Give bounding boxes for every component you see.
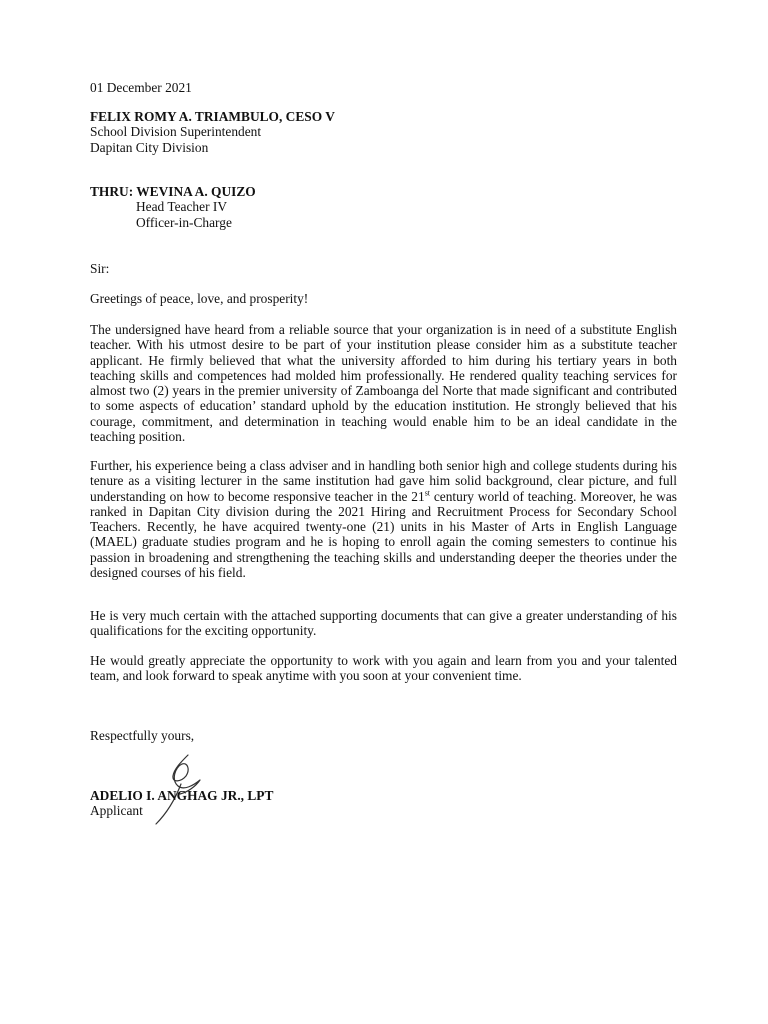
letter-date: 01 December 2021 (90, 80, 192, 95)
recipient-block (90, 109, 677, 155)
recipient-title: School Division Superintendent (90, 124, 262, 140)
thru-title: Head Teacher IV (136, 199, 228, 215)
signatory-block (90, 788, 677, 819)
thru-block (90, 184, 677, 230)
signatory-role: Applicant (90, 803, 143, 819)
paragraph-2 (90, 458, 677, 580)
paragraph-3: He is very much certain with the attached supporting documents that can give a greater understanding of his qualifications for the exciting opportunity. (90, 608, 677, 639)
thru-role: Officer-in-Charge (136, 214, 232, 230)
salutation: Sir: (90, 261, 110, 276)
paragraph-2-part-b: century world of teaching. Moreover, he was ranked in Dapitan City division during the 2021 Hiring and Recruitment Process for Secondary School Teachers. Recently, he have acquired twenty-one (21) units in his Master of Arts in English Language (MAEL) graduate studies program and he is hoping to enroll again the coming semesters to continue his passion in broadening and strengthening the teaching skills and understanding deeper the theories under the designed courses of his field. (90, 488, 677, 581)
paragraph-2-part-a: Further, his experience being a class adviser and in handling both senior high and college students during his tenure as a visiting lecturer in the same institution had gave him solid background, clear picture, and full understanding on how to become responsive teacher in the 21 (90, 458, 677, 504)
closing: Respectfully yours, (90, 728, 195, 743)
ordinal-suffix: st (424, 488, 431, 498)
recipient-name: FELIX ROMY A. TRIAMBULO, CESO V (90, 109, 335, 124)
paragraph-1: The undersigned have heard from a reliable source that your organization is in need of a substitute English teacher. With his utmost desire to be part of your institution please consider him as a substitute teacher applicant. He firmly believed that what the university afforded to him during his tertiary years in both teaching skills and competences had molded him professionally. He rendered quality teaching services for almost two (2) years in the premier university of Zamboanga del Norte that made significant and contributed to some aspects of education’ standard uphold by the education institution. He strongly believed that his courage, commitment, and determination in teaching would enable him to be an ideal candidate in the teaching position. (90, 322, 677, 445)
recipient-office: Dapitan City Division (90, 139, 209, 155)
paragraph-4: He would greatly appreciate the opportunity to work with you again and learn from you and your talented team, and look forward to speak anytime with you soon at your convenient time. (90, 653, 677, 684)
signatory-name: ADELIO I. ANGHAG JR., LPT (90, 788, 274, 803)
greeting: Greetings of peace, love, and prosperity! (90, 291, 309, 306)
thru-name: THRU: WEVINA A. QUIZO (90, 184, 256, 199)
